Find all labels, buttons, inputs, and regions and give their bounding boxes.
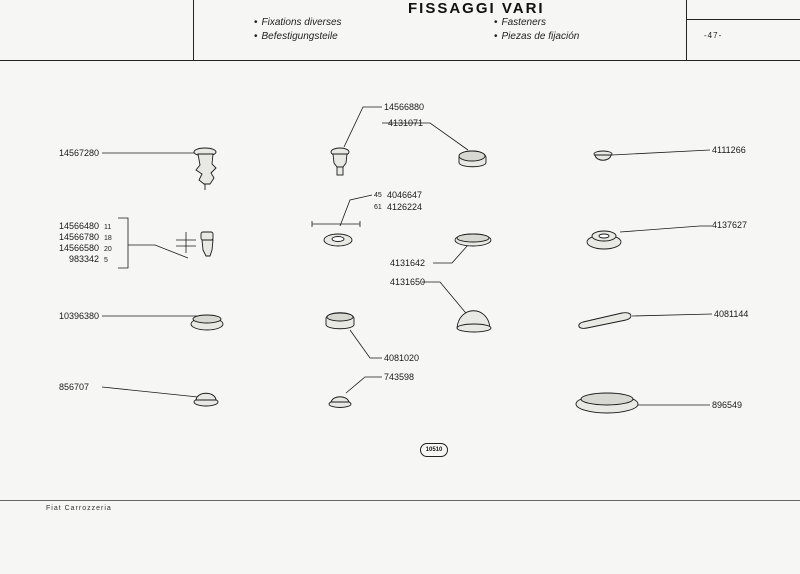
leader-14566880 (344, 107, 382, 147)
drawing-code-badge: 10510 (420, 443, 448, 457)
part-4137627-shape (587, 231, 621, 249)
part-label-4126224: 4126224 (387, 202, 423, 212)
part-label-896549: 896549 (712, 400, 743, 410)
part-label-14566880: 14566880 (384, 102, 425, 112)
group-bracket (118, 218, 128, 268)
group-code-3: 14566580 (59, 243, 100, 253)
part-label-4131642: 4131642 (390, 258, 426, 268)
leader-4131650 (422, 282, 470, 318)
leader-4111266 (612, 150, 710, 155)
page-number: -47- (704, 31, 723, 40)
group-code-1: 14566480 (59, 221, 100, 231)
part-743598-shape (329, 397, 351, 408)
part-label-4137627: 4137627 (712, 220, 748, 230)
part-label-4131071: 4131071 (388, 118, 424, 128)
leader-group (128, 245, 188, 258)
part-14567280-shape (194, 148, 216, 190)
part-856707-shape (194, 393, 218, 406)
subtitle-fr: • Fixations diverses (254, 17, 342, 28)
group-size-4: 5 (104, 257, 108, 264)
page-title: FISSAGGI VARI (408, 0, 545, 17)
leader-4137627 (620, 226, 712, 232)
leader-4081144 (632, 314, 712, 316)
size-label-61: 61 (374, 204, 382, 211)
part-4081144-shape (579, 313, 631, 329)
part-group-shape (201, 232, 213, 256)
part-label-4081020: 4081020 (384, 353, 420, 363)
part-4131071-shape (459, 151, 486, 167)
size-label-45: 45 (374, 192, 382, 199)
group-code-2: 14566780 (59, 232, 100, 242)
part-label-856707: 856707 (59, 382, 90, 392)
part-label-10396380: 10396380 (59, 311, 100, 321)
part-label-4111266: 4111266 (712, 145, 746, 155)
part-4131650-shape (457, 311, 491, 332)
part-label-4081144: 4081144 (714, 309, 749, 319)
group-size-1: 11 (104, 224, 112, 231)
subtitle-es: • Piezas de fijación (494, 31, 579, 42)
footer-rule (0, 500, 800, 501)
footer-text: Fiat Carrozzeria (46, 505, 112, 512)
part-label-14567280: 14567280 (59, 148, 100, 158)
part-14566880-shape (331, 148, 349, 175)
leader-4046647 (340, 195, 372, 226)
part-label-743598: 743598 (384, 372, 415, 382)
group-code-4: 983342 (69, 254, 100, 264)
part-10396380-shape (191, 315, 223, 330)
part-4131642-shape (455, 234, 491, 246)
leader-4131642 (433, 245, 468, 263)
part-label-4046647: 4046647 (387, 190, 423, 200)
leader-743598 (346, 377, 382, 393)
leader-856707 (102, 387, 198, 397)
subtitle-en: • Fasteners (494, 17, 546, 28)
part-4081020-shape (326, 313, 354, 329)
part-4046647-shape (324, 234, 352, 246)
group-size-2: 18 (104, 235, 112, 242)
part-4111266-shape (594, 151, 612, 160)
part-label-4131650: 4131650 (390, 277, 426, 287)
subtitle-de: • Befestigungsteile (254, 31, 338, 42)
group-size-3: 20 (104, 246, 112, 253)
part-896549-shape (576, 393, 638, 413)
leader-4081020 (350, 330, 382, 358)
